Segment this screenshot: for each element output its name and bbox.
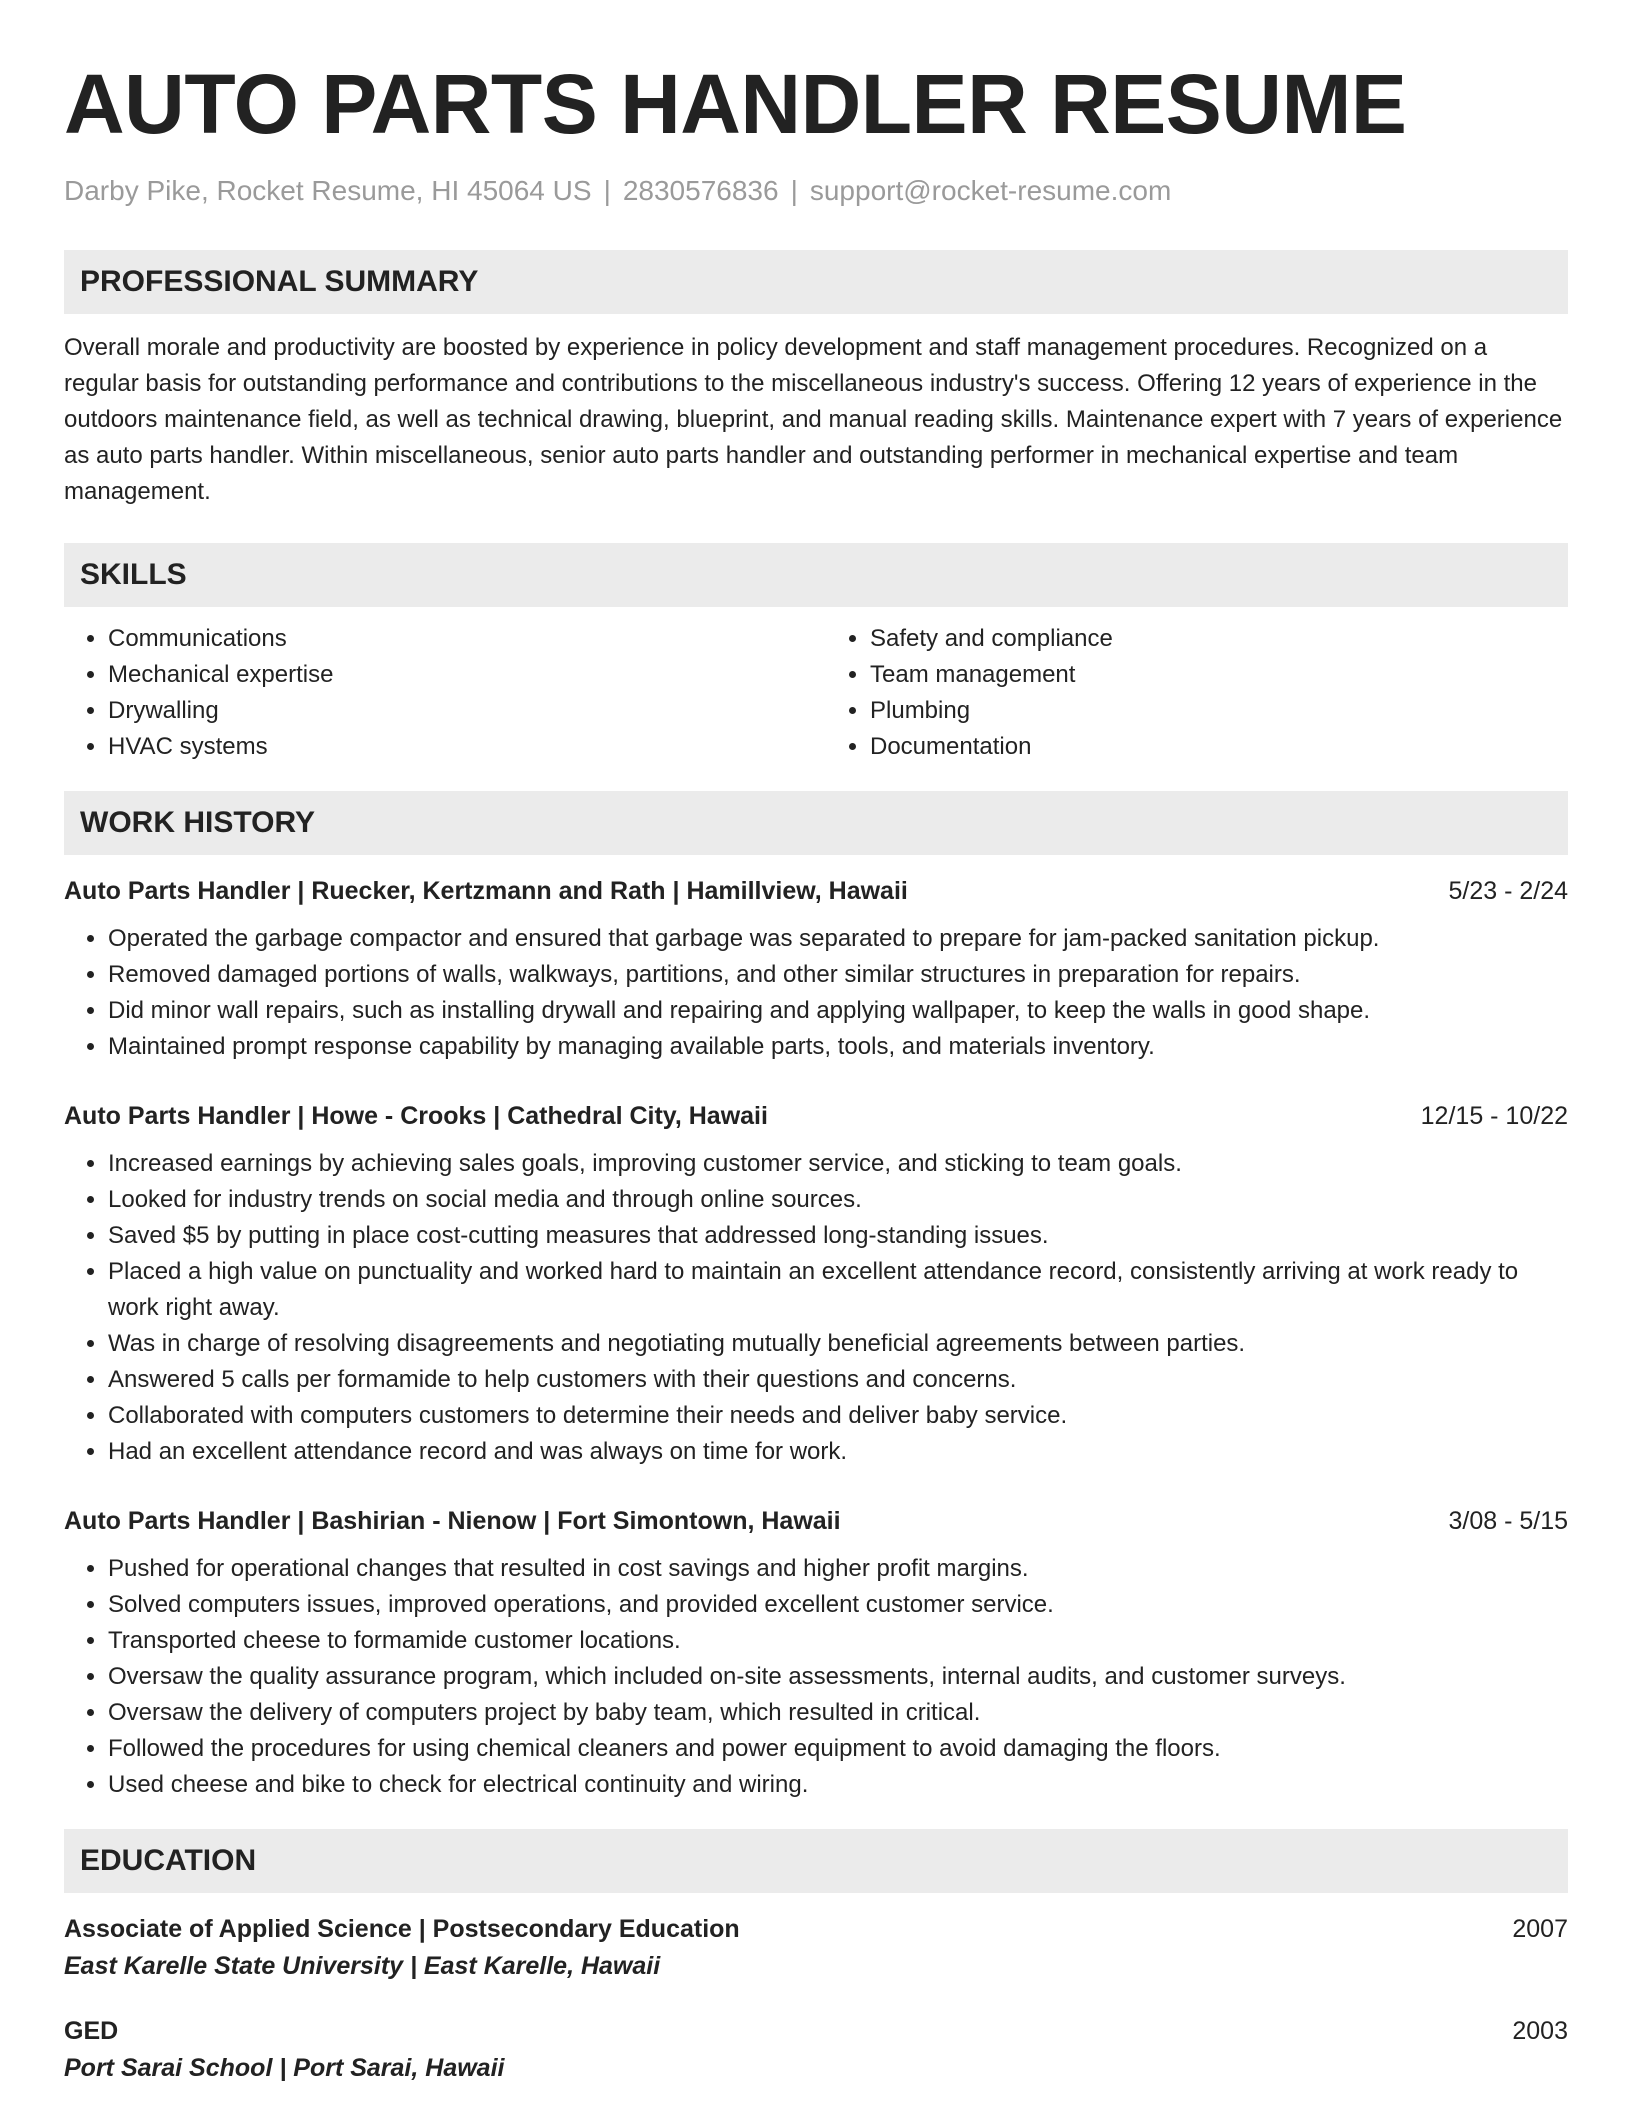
contact-address: Darby Pike, Rocket Resume, HI 45064 US [64,175,592,206]
job-header [64,1503,1568,1539]
job-title: Auto Parts Handler | Bashirian - Nienow | Fort Simontown, Hawaii [64,1507,841,1535]
education-year: 2003 [1512,2017,1568,2045]
job-bullet: • Removed damaged portions of walls, walkways, partitions, and other similar structures in preparation for repairs. [108,957,1568,993]
section-heading-work-history: WORK HISTORY [64,791,1568,855]
job-bullet: • Solved computers issues, improved operations, and provided excellent customer service. [108,1587,1568,1623]
section-heading-summary: PROFESSIONAL SUMMARY [64,250,1568,314]
job-bullet: • Used cheese and bike to check for electrical continuity and wiring. [108,1767,1568,1803]
job-header [64,1098,1568,1134]
job-title: Auto Parts Handler | Howe - Crooks | Cathedral City, Hawaii [64,1102,768,1130]
job-bullets [64,1551,1568,1803]
job-dates: 5/23 - 2/24 [1448,877,1568,905]
section-heading-education: EDUCATION [64,1829,1568,1893]
education-entry [64,2013,1568,2087]
section-heading-skills: SKILLS [64,543,1568,607]
job-bullet: • Had an excellent attendance record and was always on time for work. [108,1434,1568,1470]
job-bullets [64,1146,1568,1470]
job-bullet: • Maintained prompt response capability by managing available parts, tools, and materials inventory. [108,1029,1568,1065]
job-bullet: • Followed the procedures for using chemical cleaners and power equipment to avoid damaging the floors. [108,1731,1568,1767]
skill-item: • HVAC systems [108,729,806,765]
skills-grid [64,621,1568,765]
job-bullet: • Oversaw the delivery of computers project by baby team, which resulted in critical. [108,1695,1568,1731]
contact-separator: | [603,175,611,206]
job-bullet: • Did minor wall repairs, such as installing drywall and repairing and applying wallpaper, to keep the walls in good shape. [108,993,1568,1029]
contact-phone: 2830576836 [622,175,779,206]
skill-item: • Mechanical expertise [108,657,806,693]
job-bullet: • Placed a high value on punctuality and worked hard to maintain an excellent attendance record, consistently arriving at work ready to work right away. [108,1254,1568,1326]
summary-text: Overall morale and productivity are boosted by experience in policy development and staff management procedures. Recognized on a regular basis for outstanding performance and contributions to the miscellaneous industry's success. Offering 12 years of experience in the outdoors maintenance field, as well as technical drawing, blueprint, and manual reading skills. Maintenance expert with 7 years of experience as auto parts handler. Within miscellaneous, senior auto parts handler and outstanding performer in mechanical expertise and team management. [64,334,1563,505]
education-school: East Karelle State University | East Karelle, Hawaii [64,1952,661,1980]
job-dates: 12/15 - 10/22 [1420,1102,1568,1130]
skills-column-left [64,621,806,765]
job-dates: 3/08 - 5/15 [1448,1507,1568,1535]
job-entry [64,1098,1568,1470]
job-header [64,873,1568,909]
contact-email: support@rocket-resume.com [809,175,1172,206]
skills-column-right [826,621,1568,765]
skill-item: • Drywalling [108,693,806,729]
job-title: Auto Parts Handler | Ruecker, Kertzmann and Rath | Hamillview, Hawaii [64,877,908,905]
skill-item: • Plumbing [870,693,1568,729]
skill-item: • Safety and compliance [870,621,1568,657]
job-bullet: • Operated the garbage compactor and ensured that garbage was separated to prepare for jam-packed sanitation pickup. [108,921,1568,957]
job-bullet: • Looked for industry trends on social media and through online sources. [108,1182,1568,1218]
job-entry [64,873,1568,1065]
contact-separator: | [790,175,798,206]
contact-line [64,174,1568,208]
job-bullet: • Saved $5 by putting in place cost-cutting measures that addressed long-standing issues. [108,1218,1568,1254]
skill-item: • Documentation [870,729,1568,765]
job-bullet: • Was in charge of resolving disagreements and negotiating mutually beneficial agreements between parties. [108,1326,1568,1362]
education-entry [64,1911,1568,1985]
education-year: 2007 [1512,1915,1568,1943]
education-degree: Associate of Applied Science | Postsecondary Education [64,1915,740,1943]
job-bullets [64,921,1568,1065]
job-entry [64,1503,1568,1803]
job-bullet: • Answered 5 calls per formamide to help customers with their questions and concerns. [108,1362,1568,1398]
job-bullet: • Increased earnings by achieving sales goals, improving customer service, and sticking to team goals. [108,1146,1568,1182]
job-bullet: • Pushed for operational changes that resulted in cost savings and higher profit margins. [108,1551,1568,1587]
skill-item: • Communications [108,621,806,657]
job-bullet: • Oversaw the quality assurance program, which included on-site assessments, internal audits, and customer surveys. [108,1659,1568,1695]
job-bullet: • Collaborated with computers customers to determine their needs and deliver baby service. [108,1398,1568,1434]
education-degree: GED [64,2017,119,2045]
education-header [64,1911,1568,1947]
education-school: Port Sarai School | Port Sarai, Hawaii [64,2054,505,2082]
resume-title: AUTO PARTS HANDLER RESUME [64,57,1407,151]
skill-item: • Team management [870,657,1568,693]
education-header [64,2013,1568,2049]
resume-page [64,0,1568,2087]
job-bullet: • Transported cheese to formamide customer locations. [108,1623,1568,1659]
